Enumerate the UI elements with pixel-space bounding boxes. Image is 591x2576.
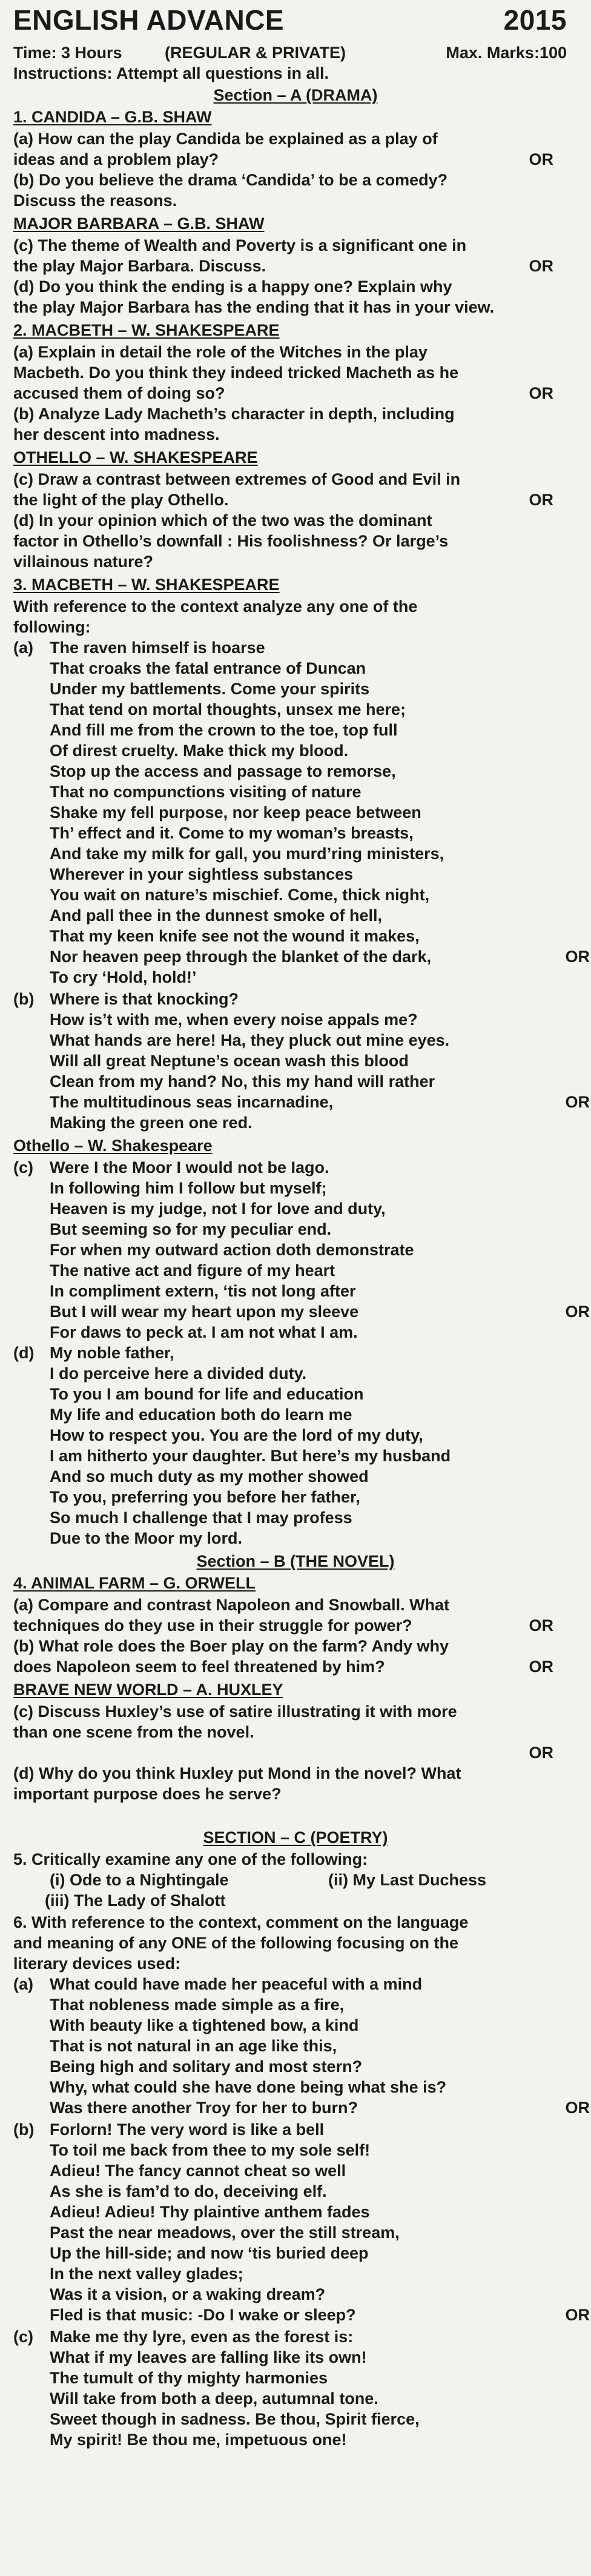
q2-d-line: (d) In your opinion which of the two was the dominant [13,511,432,529]
verse-text: But I will wear my heart upon my sleeve [50,1303,359,1321]
q3-heading: 3. MACBETH – W. SHAKESPEARE [13,576,280,594]
q6-a-label: (a) [13,1975,33,1993]
q3-c-label: (c) [13,1158,33,1177]
q3b-heading: Othello – W. Shakespeare [13,1137,213,1155]
or-label: OR [529,1744,553,1762]
q1-a-text: ideas and a problem play? [13,150,219,168]
verse-line: What could have made her peaceful with a mind [50,1975,423,1993]
q6-intro: 6. With reference to the context, comment on the language [13,1913,469,1931]
instructions: Instructions: Attempt all questions in all. [13,64,329,82]
verse-line: What if my leaves are falling like its own! [50,2348,367,2366]
verse-line: Why, what could she have done being what she is? [50,2078,447,2096]
q1-d-line: (d) Do you think the ending is a happy one? Explain why [13,277,452,296]
verse-line: In the next valley glades; [50,2265,243,2283]
verse-line: My life and education both do learn me [50,1406,352,1424]
or-label: OR [565,948,590,966]
verse-line: Adieu! Adieu! Thy plaintive anthem fades [50,2203,370,2221]
q6-intro: and meaning of any ONE of the following focusing on the [13,1934,458,1952]
q4-b-line [13,1656,578,1677]
q6-b-label: (b) [13,2120,35,2139]
q2-c-text: the light of the play Othello. [13,491,229,509]
q2-heading: 2. MACBETH – W. SHAKESPEARE [13,321,280,339]
q4-d-line: important purpose does he serve? [13,1785,282,1803]
verse-line: To you I am bound for life and education [50,1385,364,1403]
q4-a-line [13,1615,578,1636]
verse-line: How to respect you. You are the lord of my duty, [50,1426,423,1444]
verse-line: As she is fam’d to do, deceiving elf. [50,2182,327,2200]
or-label: OR [529,257,553,275]
verse-line: For when my outward action doth demonstrate [50,1241,414,1259]
verse-line: With beauty like a tightened bow, a kind [50,2016,359,2034]
q1-c-line [13,256,578,276]
or-label: OR [565,2099,590,2117]
q4-heading: 4. ANIMAL FARM – G. ORWELL [13,1574,256,1592]
q3-b-label: (b) [13,990,35,1008]
or-label: OR [529,1658,553,1676]
verse-line: And pall thee in the dunnest smoke of hell, [50,906,383,925]
verse-line: In following him I follow but myself; [50,1179,327,1197]
verse-line: So much I challenge that I may profess [50,1509,352,1527]
verse-line: Heaven is my judge, not I for love and duty, [50,1200,386,1218]
or-label: OR [529,1616,553,1635]
verse-line: How is’t with me, when every noise appals me? [50,1011,418,1029]
verse-line: Sweet though in sadness. Be thou, Spirit fierce, [50,2410,420,2428]
q1-b-line: (b) Do you believe the drama ‘Candida’ to be a comedy? [13,171,448,189]
verse-line: I am hitherto your daughter. But here’s my husband [50,1447,451,1465]
verse-line: Under my battlements. Come your spirits [50,680,370,698]
verse-line: Th’ effect and it. Come to my woman’s breasts, [50,824,414,842]
verse-line: That is not natural in an age like this, [50,2037,337,2055]
q3-a-label: (a) [13,639,33,657]
verse-line: I do perceive here a divided duty. [50,1364,307,1383]
q5-option-iii: (iii) The Lady of Shalott [45,1891,226,1910]
section-b-heading: Section – B (THE NOVEL) [196,1552,395,1570]
verse-line: And take my milk for gall, you murd’ring ministers, [50,845,444,863]
q5-options [13,1870,578,1890]
verse-line: Wherever in your sightless substances [50,865,354,883]
verse-line: Making the green one red. [50,1114,253,1132]
q3-intro: With reference to the context analyze any one of the [13,597,418,616]
q2-d-line: villainous nature? [13,553,154,571]
verse-line: Past the near meadows, over the still stream, [50,2223,400,2242]
q4-b-text: does Napoleon seem to feel threatened by him? [13,1658,385,1676]
verse-line: You wait on nature’s mischief. Come, thick night, [50,886,430,904]
verse-line: Will take from both a deep, autumnal tone. [50,2389,378,2408]
q2-b-line: her descent into madness. [13,425,220,443]
verse-line [13,1301,591,1322]
verse-line [13,2097,591,2118]
q4-c-line: than one scene from the novel. [13,1723,254,1741]
q6-c-label: (c) [13,2328,33,2346]
verse-line [13,2305,591,2325]
q4-d-line: (d) Why do you think Huxley put Mond in the novel? What [13,1764,461,1782]
verse-line: To you, preferring you before her father, [50,1488,360,1506]
q1-heading: 1. CANDIDA – G.B. SHAW [13,108,212,126]
q1b-heading: MAJOR BARBARA – G.B. SHAW [13,214,265,233]
q1-b-line: Discuss the reasons. [13,191,177,210]
q5-options [13,1890,578,1911]
verse-text: The multitudinous seas incarnadine, [50,1093,334,1111]
verse-line: The tumult of thy mighty harmonies [50,2369,328,2387]
q3-d-label: (d) [13,1344,35,1362]
paper-title-text: ENGLISH ADVANCE [13,4,285,36]
time-allowed: Time: 3 Hours [13,44,122,62]
q4-b-line: (b) What role does the Boer play on the farm? Andy why [13,1637,449,1655]
verse-line: My noble father, [50,1344,174,1362]
q1-a-line [13,149,578,170]
q2-a-line: Macbeth. Do you think they indeed tricked Macheth as he [13,363,459,382]
verse-line: To toil me back from thee to my sole self! [50,2141,371,2159]
verse-line: Shake my fell purpose, nor keep peace between [50,803,421,822]
verse-line: Due to the Moor my lord. [50,1529,243,1547]
verse-line: My spirit! Be thou me, impetuous one! [50,2431,347,2449]
q4-a-line: (a) Compare and contrast Napoleon and Snowball. What [13,1596,450,1614]
verse-line: Forlorn! The very word is like a bell [50,2120,325,2139]
verse-line: The native act and figure of my heart [50,1261,335,1280]
q2-d-line: factor in Othello’s downfall : His foolishness? Or large’s [13,532,449,550]
section-c-heading: SECTION – C (POETRY) [203,1828,388,1847]
verse-line: That croaks the fatal entrance of Duncan [50,659,366,677]
verse-line: That my keen knife see not the wound it makes, [50,927,420,945]
verse-line [13,1092,591,1112]
q1-c-line: (c) The theme of Wealth and Poverty is a significant one in [13,236,467,254]
q2b-heading: OTHELLO – W. SHAKESPEARE [13,448,258,466]
paper-meta [13,42,578,63]
q2-b-line: (b) Analyze Lady Macheth’s character in depth, including [13,405,455,423]
verse-line: Was it a vision, or a waking dream? [50,2285,326,2303]
verse-text: Was there another Troy for her to burn? [50,2099,358,2117]
or-label: OR [565,2306,590,2324]
verse-line: And so much duty as my mother showed [50,1467,369,1486]
verse-line: That no compunctions visiting of nature [50,783,362,801]
verse-line: In compliment extern, ‘tis not long after [50,1282,356,1300]
q4b-heading: BRAVE NEW WORLD – A. HUXLEY [13,1681,283,1699]
q2-c-line [13,490,578,510]
verse-line: Clean from my hand? No, this my hand will rather [50,1072,435,1090]
verse-line: Were I the Moor I would not be Iago. [50,1158,329,1177]
verse-line: What hands are here! Ha, they pluck out mine eyes. [50,1031,450,1049]
q2-a-line: (a) Explain in detail the role of the Witches in the play [13,343,428,361]
q2-c-line: (c) Draw a contrast between extremes of Good and Evil in [13,470,461,488]
paper-year: 2015 [503,4,567,36]
verse-line: Of direst cruelty. Make thick my blood. [50,742,349,760]
or-line [13,1742,578,1763]
verse-line: For daws to peck at. I am not what I am. [50,1323,358,1341]
verse-line: The raven himself is hoarse [50,639,265,657]
q5-option-i: (i) Ode to a Nightingale [50,1871,229,1889]
verse-line: But seeming so for my peculiar end. [50,1220,332,1238]
verse-text: Nor heaven peep through the blanket of the dark, [50,948,432,966]
verse-text: Fled is that music: -Do I wake or sleep? [50,2306,356,2324]
verse-line: Being high and solitary and most stern? [50,2057,363,2076]
verse-line [13,946,591,967]
verse-line: Make me thy lyre, even as the forest is: [50,2328,354,2346]
verse-line: And fill me from the crown to the toe, top full [50,721,398,739]
max-marks: Max. Marks:100 [446,44,567,62]
q6-intro: literary devices used: [13,1954,181,1973]
or-label: OR [565,1093,590,1111]
q2-a-text: accused them of doing so? [13,384,225,402]
or-label: OR [565,1303,590,1321]
verse-line: That tend on mortal thoughts, unsex me here; [50,700,406,719]
q4-a-text: techniques do they use in their struggle for power? [13,1616,412,1635]
verse-line: Will all great Neptune’s ocean wash this blood [50,1052,409,1070]
q1-a-line: (a) How can the play Candida be explained as a play of [13,130,438,148]
verse-line: That nobleness made simple as a fire, [50,1996,345,2014]
q5-heading: 5. Critically examine any one of the following: [13,1850,368,1868]
section-a-heading: Section – A (DRAMA) [213,86,378,104]
verse-line: Where is that knocking? [50,990,239,1008]
exam-type: (REGULAR & PRIVATE) [165,44,346,62]
verse-line: To cry ‘Hold, hold!’ [50,968,197,986]
q1-d-line: the play Major Barbara has the ending that it has in your view. [13,298,495,316]
q4-c-line: (c) Discuss Huxley’s use of satire illustrating it with more [13,1702,457,1721]
or-label: OR [529,384,553,402]
q2-a-line [13,383,578,403]
or-label: OR [529,491,553,509]
verse-line: Up the hill-side; and now ‘tis buried deep [50,2244,369,2262]
paper-title [13,4,578,36]
or-label: OR [529,150,553,168]
q5-option-ii: (ii) My Last Duchess [328,1871,487,1889]
q3-intro: following: [13,618,91,636]
verse-line: Stop up the access and passage to remorse, [50,762,396,780]
q1-c-text: the play Major Barbara. Discuss. [13,257,266,275]
verse-line: Adieu! The fancy cannot cheat so well [50,2162,346,2180]
